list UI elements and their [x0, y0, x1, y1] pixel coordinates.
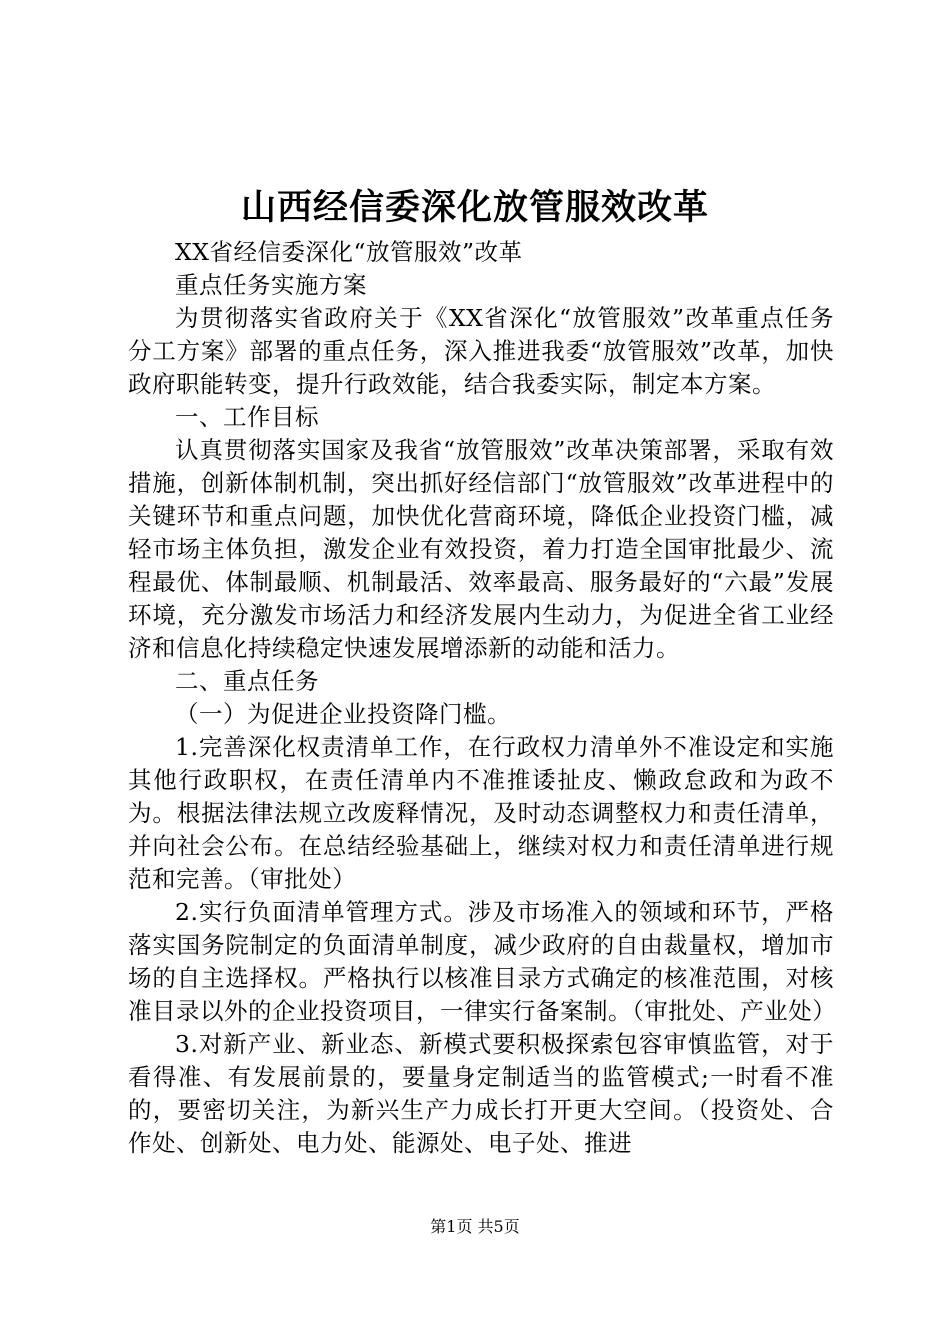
- intro-paragraph: 为贯彻落实省政府关于《XX省深化“放管服效”改革重点任务分工方案》部署的重点任务，深入推进我委“放管服效”改革，加快政府职能转变，提升行政效能，结合我委实际，制定本方案。: [128, 304, 834, 398]
- subtitle-line-1: XX省经信委深化“放管服效”改革: [175, 238, 523, 266]
- section-heading-tasks: 二、重点任务: [175, 667, 319, 695]
- subsection-heading-1: （一）为促进企业投资降门槛。: [175, 700, 511, 728]
- subtitle-line-2: 重点任务实施方案: [175, 271, 367, 299]
- section-heading-goals: 一、工作目标: [175, 403, 319, 431]
- page-footer: 第1页 共5页: [430, 1217, 520, 1236]
- task-item-3: 3.对新产业、新业态、新模式要积极探索包容审慎监管，对于看得准、有发展前景的，要量身定制适当的监管模式;一时看不准的，要密切关注，为新兴生产力成长打开更大空间。（投资处、合作处、创新处、电力处、能源处、电子处、推进: [128, 1030, 834, 1157]
- document-body: [128, 236, 837, 1160]
- document-title: 山西经信委深化放管服效改革: [240, 187, 709, 228]
- task-item-1: 1.完善深化权责清单工作，在行政权力清单外不准设定和实施其他行政职权，在责任清单内不准推诿扯皮、懒政怠政和为政不为。根据法律法规立改废释情况，及时动态调整权力和责任清单，并向社会公布。在总结经验基础上，继续对权力和责任清单进行规范和完善。（审批处）: [128, 733, 834, 893]
- task-item-2: 2.实行负面清单管理方式。涉及市场准入的领域和环节，严格落实国务院制定的负面清单制度，减少政府的自由裁量权，增加市场的自主选择权。严格执行以核准目录方式确定的核准范围，对核准目录以外的企业投资项目，一律实行备案制。（审批处、产业处）: [128, 898, 837, 1025]
- goals-paragraph: 认真贯彻落实国家及我省“放管服效”改革决策部署，采取有效措施，创新体制机制，突出抓好经信部门“放管服效”改革进程中的关键环节和重点问题，加快优化营商环境，降低企业投资门槛，减轻市场主体负担，激发企业有效投资，着力打造全国审批最少、流程最优、体制最顺、机制最活、效率最高、服务最好的“六最”发展环境，充分激发市场活力和经济发展内生动力，为促进全省工业经济和信息化持续稳定快速发展增添新的动能和活力。: [128, 436, 834, 662]
